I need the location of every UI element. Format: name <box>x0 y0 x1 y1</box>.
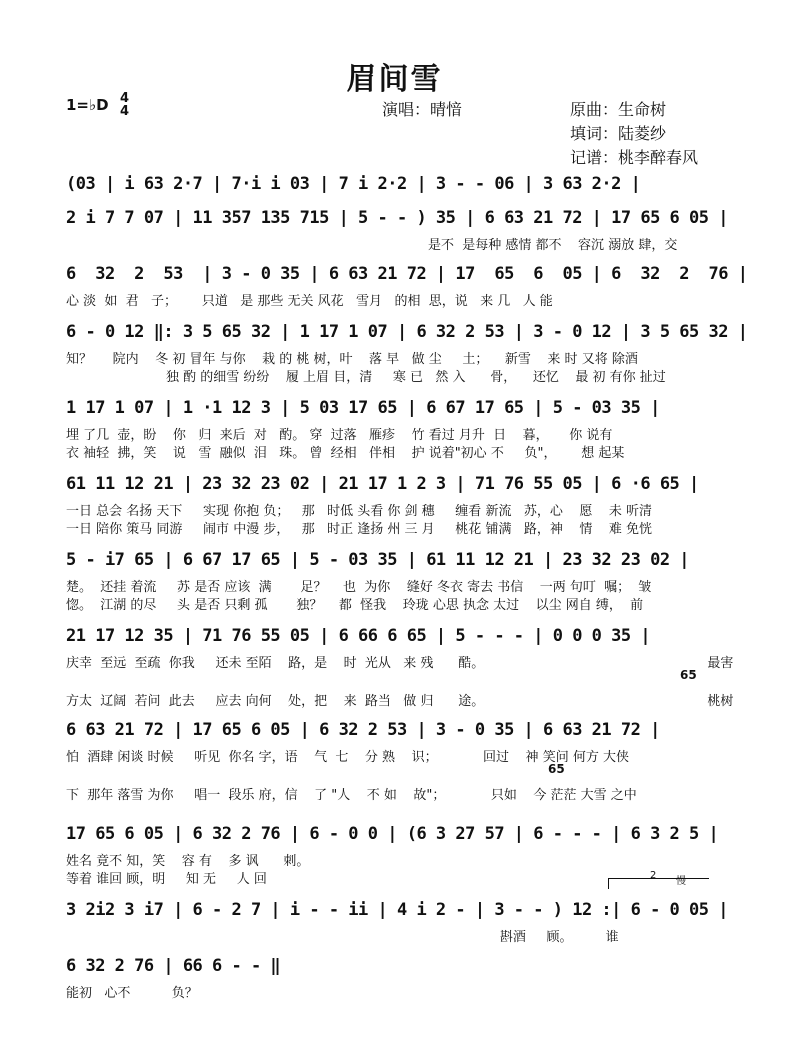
lyric-row-11: 斟酒 顾。 谁 <box>66 930 619 945</box>
notation-row-7: 5 - i7 65 | 6 67 17 65 | 5 - 03 35 | 61 11 12 21 | 23 32 23 02 | <box>66 550 690 570</box>
composer-credit: 原曲：生命树 <box>570 100 667 119</box>
notation-row-5: 1 17 1 07 | 1 ·1 12 3 | 5 03 17 65 | 6 67 17 65 | 5 - 03 35 | <box>66 398 660 418</box>
lyric-row-6a: 一日 总会 名扬 天下 实现 你抱 负； 那 时低 头看 你 剑 穗 缠看 新流 苏，心 愿 未 听清 <box>66 504 653 519</box>
singer-credit: 演唱：晴愔 <box>382 100 463 119</box>
lyric-row-10a: 姓名 竟不 知，笑 容 有 多 讽 刺。 <box>66 854 310 869</box>
alt-note-1: 65 <box>680 668 697 682</box>
lyric-row-3: 心 淡 如 君 子； 只道 是 那些 无关 风花 雪月 的相 思，说 来 几 人 能 <box>66 294 553 309</box>
lyric-row-2: 是不 是每种 感情 都不 容沉 溺放 肆，交 <box>428 238 678 253</box>
lyric-row-5b: 衣 袖轻 拂，笑 说 雪 融似 泪 珠。 曾 经相 伴相 护 说着"初心 不 负"， 想 起某 <box>66 446 625 461</box>
song-title: 眉间雪 <box>346 62 443 97</box>
lyric-row-9b: 下 那年 落雪 为你 唱一 段乐 府，信 了 "人 不 如 故"； 只如 今 茫茫 大雪 之中 <box>66 788 637 803</box>
notation-row-2: 2 i 7 7 07 | 11 357 135 715 | 5 - - ) 35 | 6 63 21 72 | 17 65 6 05 | <box>66 208 728 228</box>
lyric-row-7b: 惚。 江湖 的尽 头 是否 只剩 孤 独？ 都 怪我 玲珑 心思 执念 太过 以尘 网自 缚， 前 <box>66 598 644 613</box>
lyric-row-9a: 怕 酒肆 闲谈 时候 听见 你名 字，语 气 七 分 熟 识； 回过 神 笑问 何方 大侠 <box>66 750 629 765</box>
lyric-row-8b: 方太 辽阔 若问 此去 应去 向何 处，把 来 路当 做 归 途。 桃树 <box>66 694 734 709</box>
notation-row-10: 17 65 6 05 | 6 32 2 76 | 6 - 0 0 | (6 3 27 57 | 6 - - - | 6 3 2 5 | <box>66 824 719 844</box>
lyric-row-8a: 庆幸 至远 至疏 你我 还未 至陌 路，是 时 光从 来 残 酷。 最害 <box>66 656 734 671</box>
meter-bottom: 4 <box>120 104 130 119</box>
tempo-mark: 慢 <box>676 876 686 887</box>
lyric-row-5a: 埋 了几 壶，盼 你 归 来后 对 酌。 穿 过落 雁疹 竹 看过 月升 日 暮， 你 说有 <box>66 428 613 443</box>
key-signature: 1=♭D <box>66 96 109 114</box>
lyric-row-4b: 独 酌 的细雪 纷纷 履 上眉 目，清 寒 已 然 入 骨， 还忆 最 初 有你 扯过 <box>166 370 666 385</box>
notation-row-1: (03 | i 63 2·7 | 7·i i 03 | 7 i 2·2 | 3 - - 06 | 3 63 2·2 | <box>66 174 641 194</box>
transcriber-credit: 记谱：桃李醉春风 <box>570 148 699 167</box>
notation-row-11: 3 2i2 3 i7 | 6 - 2 7 | i - - ii | 4 i 2 - | 3 - - ) 12 :| 6 - 0 05 | <box>66 900 728 920</box>
lyric-row-7a: 楚。 还挂 着流 苏 是否 应该 满 足？ 也 为你 缝好 冬衣 寄去 书信 一两 句叮 嘱； 皱 <box>66 580 652 595</box>
lyricist-credit: 填词：陆菱纱 <box>570 124 667 143</box>
notation-row-9: 6 63 21 72 | 17 65 6 05 | 6 32 2 53 | 3 - 0 35 | 6 63 21 72 | <box>66 720 660 740</box>
lyric-row-4a: 知？ 院内 冬 初 冒年 与你 栽 的 桃 树，叶 落 早 做 尘 土； 新雪 来 时 又将 除酒 <box>66 352 638 367</box>
notation-row-3: 6 32 2 53 | 3 - 0 35 | 6 63 21 72 | 17 65 6 05 | 6 32 2 76 | <box>66 264 748 284</box>
time-signature <box>120 92 129 118</box>
meter-top: 4 <box>120 91 130 106</box>
second-ending-bracket <box>608 878 709 889</box>
second-ending-number: 2 <box>650 870 657 881</box>
lyric-row-6b: 一日 陪你 策马 同游 闹市 中漫 步， 那 时正 逢扬 州 三 月 桃花 铺满 路，神 情 难 免恍 <box>66 522 653 537</box>
lyric-row-10b: 等着 谁回 顾，明 知 无 人 回 <box>66 872 267 887</box>
alt-note-2: 65 <box>548 762 565 776</box>
lyric-row-12: 能初 心不 负？ <box>66 986 198 1001</box>
notation-row-6: 61 11 12 21 | 23 32 23 02 | 21 17 1 2 3 | 71 76 55 05 | 6 ·6 65 | <box>66 474 699 494</box>
notation-row-8: 21 17 12 35 | 71 76 55 05 | 6 66 6 65 | 5 - - - | 0 0 0 35 | <box>66 626 651 646</box>
notation-row-12: 6 32 2 76 | 66 6 - - ‖ <box>66 956 281 976</box>
notation-row-4: 6 - 0 12 ‖: 3 5 65 32 | 1 17 1 07 | 6 32 2 53 | 3 - 0 12 | 3 5 65 32 | <box>66 322 748 342</box>
